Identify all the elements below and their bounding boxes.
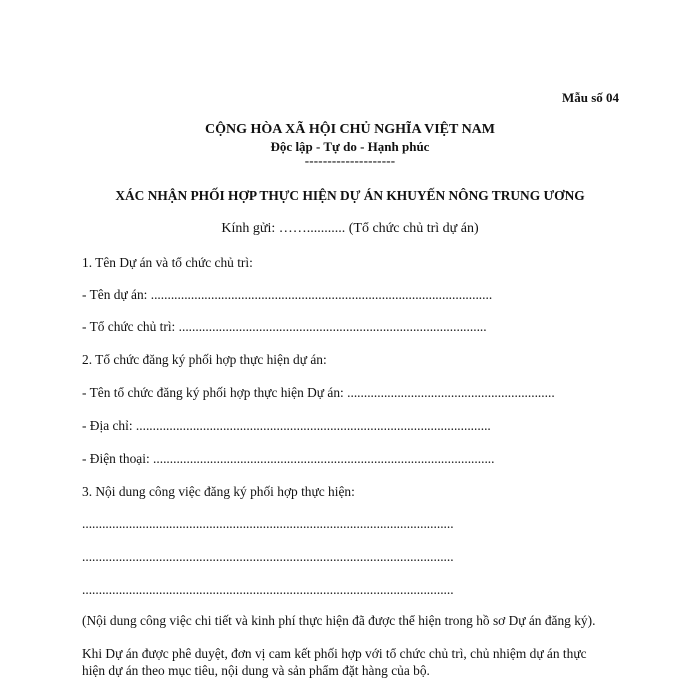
section3-heading: 3. Nội dung công việc đăng ký phối hợp thực hiện: bbox=[82, 484, 355, 499]
commitment-line-1: Khi Dự án được phê duyệt, đơn vị cam kết phối hợp với tổ chức chủ trì, chủ nhiệm dự án thực bbox=[82, 646, 587, 661]
content-blank-line: ............................................................................................................... bbox=[82, 549, 454, 564]
document-title: XÁC NHẬN PHỐI HỢP THỰC HIỆN DỰ ÁN KHUYẾN NÔNG TRUNG ƯƠNG bbox=[115, 188, 585, 203]
partner-org-name-field: - Tên tổ chức đăng ký phối hợp thực hiện Dự án: .............................................................. bbox=[82, 385, 555, 400]
greeting-line: Kính gửi: ……........... (Tổ chức chủ trì dự án) bbox=[221, 221, 479, 236]
header-separator: -------------------- bbox=[304, 153, 396, 168]
content-blank-line: ............................................................................................................... bbox=[82, 516, 454, 531]
content-note: (Nội dung công việc chi tiết và kinh phí thực hiện đã được thể hiện trong hồ sơ Dự án đăng ký). bbox=[82, 613, 596, 628]
national-title: CỘNG HÒA XÃ HỘI CHỦ NGHĨA VIỆT NAM bbox=[204, 122, 495, 137]
address-field: - Địa chỉ: .......................................................................................................... bbox=[82, 418, 491, 433]
project-name-field: - Tên dự án: ...................................................................................................... bbox=[82, 287, 493, 302]
section1-heading: 1. Tên Dự án và tổ chức chủ trì: bbox=[82, 255, 253, 270]
content-blank-line: ............................................................................................................... bbox=[82, 582, 454, 597]
phone-field: - Điện thoại: ...................................................................................................... bbox=[82, 451, 495, 466]
host-organization-field: - Tổ chức chủ trì: ............................................................................................ bbox=[82, 319, 487, 334]
commitment-line-2: hiện dự án theo mục tiêu, nội dung và sản phẩm đặt hàng của bộ. bbox=[82, 663, 430, 678]
form-number: Mẫu số 04 bbox=[561, 90, 619, 105]
section2-heading: 2. Tổ chức đăng ký phối hợp thực hiện dự án: bbox=[82, 352, 327, 367]
national-motto: Độc lập - Tự do - Hạnh phúc bbox=[270, 139, 430, 154]
